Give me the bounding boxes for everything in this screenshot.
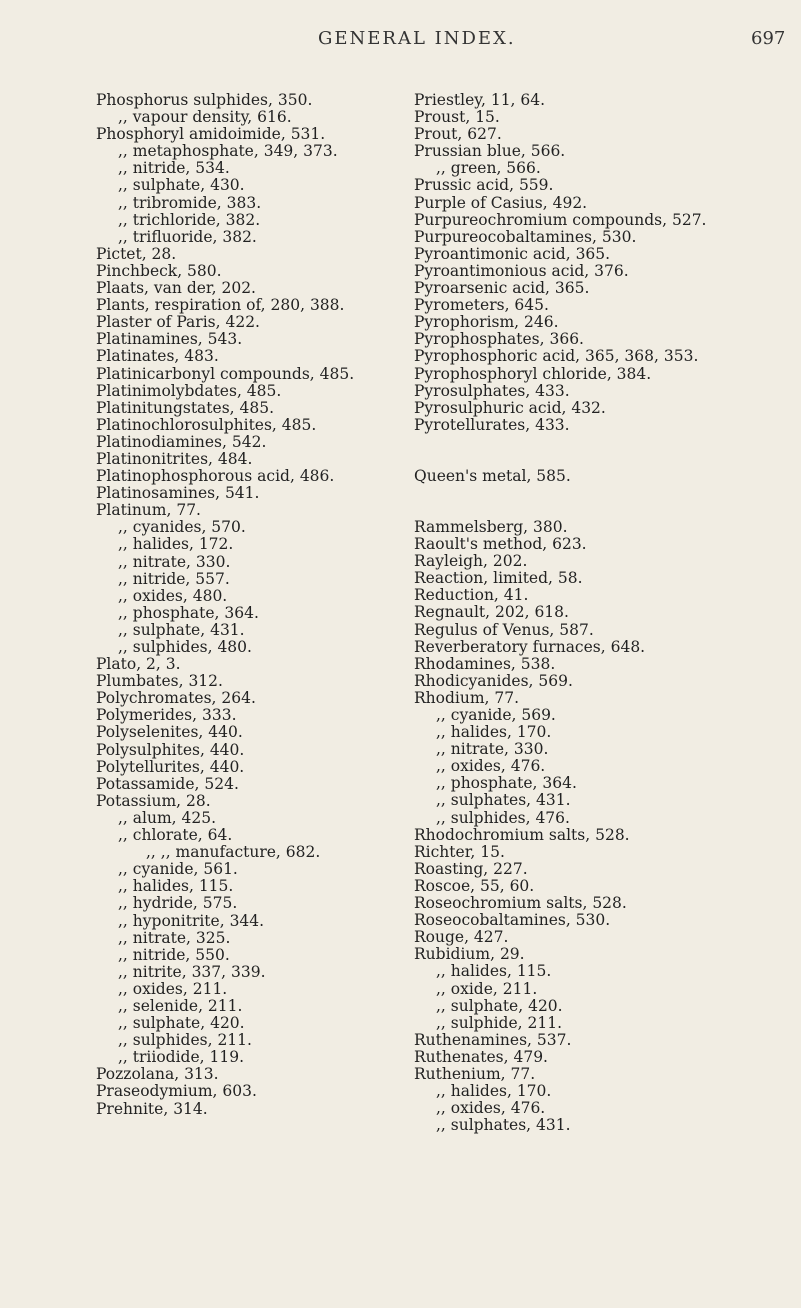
index-entry: Platinamines, 543. <box>96 330 243 349</box>
index-entry: ,, oxide, 211. <box>436 979 538 998</box>
index-entry: Praseodymium, 603. <box>96 1082 257 1101</box>
index-entry: ,, trifluoride, 382. <box>118 227 257 246</box>
index-entry: Roseochromium salts, 528. <box>414 894 627 913</box>
index-entry: ,, halides, 115. <box>436 962 552 981</box>
index-entry: Platinum, 77. <box>96 501 201 520</box>
index-entry: Purpureocobaltamines, 530. <box>414 227 637 246</box>
index-entry: Proust, 15. <box>414 108 500 127</box>
index-entry: Richter, 15. <box>414 842 505 861</box>
index-entry: ,, halides, 170. <box>436 723 552 742</box>
index-entry: Pyrophosphoryl chloride, 384. <box>414 364 652 383</box>
index-entry: Ruthenates, 479. <box>414 1047 548 1066</box>
index-entry: Pyrophosphates, 366. <box>414 330 584 349</box>
index-entry: Platinophosphorous acid, 486. <box>96 467 335 486</box>
index-entry: ,, selenide, 211. <box>118 996 243 1015</box>
index-entry: ,, halides, 172. <box>118 535 234 554</box>
index-entry: ,, nitride, 550. <box>118 945 230 964</box>
index-entry: ,, trichloride, 382. <box>118 210 261 229</box>
index-entry: ,, ,, manufacture, 682. <box>146 843 321 862</box>
index-entry: Polytellurites, 440. <box>96 757 245 776</box>
index-entry: ,, sulphides, 476. <box>436 808 570 827</box>
index-entry: ,, phosphate, 364. <box>436 774 577 793</box>
index-entry: Pyrophorism, 246. <box>414 313 559 332</box>
index-entry: ,, sulphates, 431. <box>436 1116 571 1135</box>
index-entry: ,, phosphate, 364. <box>118 603 259 622</box>
index-entry: ,, cyanides, 570. <box>118 518 246 537</box>
index-entry: Pyroantimonious acid, 376. <box>414 261 629 280</box>
index-entry: Platinitungstates, 485. <box>96 398 275 417</box>
index-entry: Pyrotellurates, 433. <box>414 415 570 434</box>
index-entry: Plaster of Paris, 422. <box>96 313 260 332</box>
page-header <box>0 28 801 68</box>
index-entry: Platinodiamines, 542. <box>96 432 267 451</box>
index-entry: ,, oxides, 211. <box>118 979 228 998</box>
index-entry: Rhodamines, 538. <box>414 654 556 673</box>
index-entry: Rhodochromium salts, 528. <box>414 825 630 844</box>
index-entry: ,, alum, 425. <box>118 808 217 827</box>
index-entry: Plaats, van der, 202. <box>96 279 256 298</box>
index-entry: ,, halides, 170. <box>436 1082 552 1101</box>
index-entry: Potassamide, 524. <box>96 774 239 793</box>
index-column-right <box>414 92 774 1134</box>
index-entry: Rayleigh, 202. <box>414 552 528 571</box>
index-entry: Platinimolybdates, 485. <box>96 381 282 400</box>
index-entry: ,, chlorate, 64. <box>118 826 233 845</box>
index-entry: Pyroantimonic acid, 365. <box>414 244 611 263</box>
index-entry: Pinchbeck, 580. <box>96 261 222 280</box>
index-entry: Roseocobaltamines, 530. <box>414 911 611 930</box>
index-entry: Potassium, 28. <box>96 791 211 810</box>
index-entry: Purpureochromium compounds, 527. <box>414 210 707 229</box>
index-entry: Plumbates, 312. <box>96 672 223 691</box>
index-entry: Rhodium, 77. <box>414 688 520 707</box>
index-entry: Platinonitrites, 484. <box>96 449 253 468</box>
index-entry: Prout, 627. <box>414 125 502 144</box>
index-entry: Prussic acid, 559. <box>414 176 554 195</box>
index-entry: Phosphorus sulphides, 350. <box>96 91 313 109</box>
index-entry: ,, sulphides, 211. <box>118 1031 252 1050</box>
index-entry: ,, oxides, 476. <box>436 757 546 776</box>
index-entry: ,, nitrate, 330. <box>436 740 549 759</box>
index-section-r <box>414 519 774 1134</box>
index-column-left <box>96 92 408 1118</box>
index-entry: Polymerides, 333. <box>96 706 237 725</box>
index-entry: Rhodicyanides, 569. <box>414 671 573 690</box>
index-entry: ,, tribromide, 383. <box>118 193 262 212</box>
index-entry: Reaction, limited, 58. <box>414 569 583 588</box>
index-entry: Prussian blue, 566. <box>414 142 566 161</box>
index-section-p <box>414 92 774 434</box>
index-entry: Platinochlorosulphites, 485. <box>96 415 317 434</box>
index-entry: Ruthenium, 77. <box>414 1064 536 1083</box>
index-entry: Pyroarsenic acid, 365. <box>414 279 590 298</box>
index-entry: Platinicarbonyl compounds, 485. <box>96 364 355 383</box>
index-entry: Platinates, 483. <box>96 347 219 366</box>
index-entry: Ruthenamines, 537. <box>414 1030 572 1049</box>
index-entry: ,, halides, 115. <box>118 877 234 896</box>
index-entry: Purple of Casius, 492. <box>414 193 588 212</box>
index-entry: ,, sulphate, 431. <box>118 620 245 639</box>
index-entry: Pyrometers, 645. <box>414 296 549 315</box>
index-entry: Regnault, 202, 618. <box>414 603 569 622</box>
index-entry: ,, nitride, 557. <box>118 569 230 588</box>
index-entry: ,, hydride, 575. <box>118 894 238 913</box>
index-entry: ,, metaphosphate, 349, 373. <box>118 142 338 161</box>
index-entry: ,, vapour density, 616. <box>118 108 292 127</box>
index-entry: Rammelsberg, 380. <box>414 517 568 536</box>
index-entry: Pyrophosphoric acid, 365, 368, 353. <box>414 347 699 366</box>
index-entry: Pyrosulphuric acid, 432. <box>414 398 606 417</box>
index-entry: ,, nitrate, 330. <box>118 552 231 571</box>
section-gap <box>414 485 774 519</box>
index-entry: Queen's metal, 585. <box>414 466 571 485</box>
index-entry: Reduction, 41. <box>414 586 529 605</box>
index-entry: ,, sulphate, 420. <box>436 996 563 1015</box>
index-entry: Regulus of Venus, 587. <box>414 620 594 639</box>
index-entry: Phosphoryl amidoimide, 531. <box>96 125 326 144</box>
index-entry: Priestley, 11, 64. <box>414 91 546 109</box>
index-entry: Plato, 2, 3. <box>96 655 181 674</box>
index-entry: ,, nitride, 534. <box>118 159 230 178</box>
index-entry: Polysulphites, 440. <box>96 740 245 759</box>
index-entry: ,, cyanide, 561. <box>118 860 238 879</box>
index-entry: Platinosamines, 541. <box>96 484 260 503</box>
index-entry: Rouge, 427. <box>414 928 509 947</box>
index-entry: Pozzolana, 313. <box>96 1065 219 1084</box>
index-entry: ,, nitrate, 325. <box>118 928 231 947</box>
index-entry: Polyselenites, 440. <box>96 723 243 742</box>
index-entry: ,, sulphides, 480. <box>118 638 252 656</box>
running-title: GENERAL INDEX. <box>318 28 516 49</box>
index-entry: Roasting, 227. <box>414 859 528 878</box>
index-entry: ,, nitrite, 337, 339. <box>118 962 266 981</box>
index-entry: Pyrosulphates, 433. <box>414 381 570 400</box>
index-entry: Plants, respiration of, 280, 388. <box>96 296 345 315</box>
index-entry: ,, triiodide, 119. <box>118 1048 245 1067</box>
index-entry: ,, oxides, 476. <box>436 1099 546 1118</box>
index-entry: ,, cyanide, 569. <box>436 706 556 724</box>
index-entry: Polychromates, 264. <box>96 689 256 708</box>
page-number: 697 <box>751 28 786 49</box>
index-entry: ,, hyponitrite, 344. <box>118 911 265 930</box>
index-entry: Raoult's method, 623. <box>414 535 587 554</box>
index-entry: ,, oxides, 480. <box>118 586 228 605</box>
index-entry: Prehnite, 314. <box>96 1099 208 1118</box>
section-gap <box>414 434 774 468</box>
index-section-q <box>414 468 774 485</box>
index-entry: Pictet, 28. <box>96 244 177 263</box>
index-entry: ,, sulphate, 420. <box>118 1014 245 1033</box>
index-entry: ,, sulphates, 431. <box>436 791 571 810</box>
index-entry: ,, sulphide, 211. <box>436 1013 562 1032</box>
index-entry: Rubidium, 29. <box>414 945 525 964</box>
index-entry: Reverberatory furnaces, 648. <box>414 637 646 656</box>
index-entry: Roscoe, 55, 60. <box>414 876 535 895</box>
index-entry: ,, green, 566. <box>436 159 541 178</box>
index-entry: ,, sulphate, 430. <box>118 176 245 195</box>
